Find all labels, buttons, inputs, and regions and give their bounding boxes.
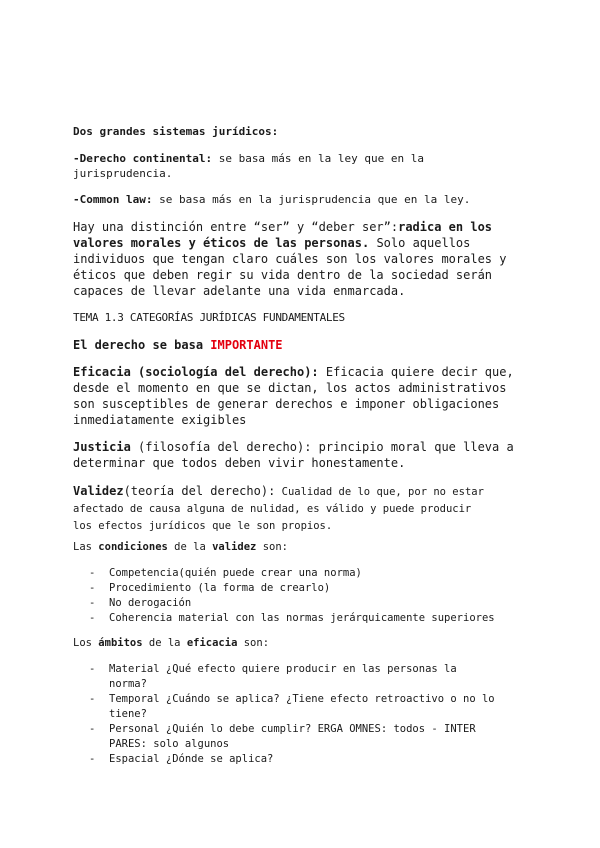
paragraph-ambitos-eficacia: Los ámbitos de la eficacia son:: [73, 637, 270, 649]
term-eficacia: Eficacia (sociología del derecho):: [73, 365, 319, 379]
list-item: - Personal ¿Quién lo debe cumplir? ERGA OMNES: todos - INTER PARES: solo algunos: [89, 722, 495, 752]
heading-legal-systems: Dos grandes sistemas jurídicos:: [73, 125, 279, 138]
section-title-tema: TEMA 1.3 CATEGORÍAS JURÍDICAS FUNDAMENTALES: [73, 311, 345, 324]
term-justicia: Justicia: [73, 440, 131, 454]
list-ambitos: [89, 662, 495, 767]
paragraph-eficacia: Eficacia (sociología del derecho): Eficacia quiere decir que, desde el momento en que se dictan, los actos administrativos son susceptibles de generar derechos e imponer obligaciones inmediatamente exigibles: [73, 365, 514, 427]
paragraph-derecho-continental: -Derecho continental: se basa más en la ley que en la jurisprudencia.: [73, 152, 424, 180]
paragraph-common-law: -Common law: se basa más en la jurisprudencia que en la ley.: [73, 193, 471, 206]
importante-label: IMPORTANTE: [210, 338, 283, 352]
list-item: - Material ¿Qué efecto quiere producir en las personas la norma?: [89, 662, 495, 692]
paragraph-ser-deber-ser: Hay una distinción entre “ser” y “deber ser”:radica en los valores morales y éticos de las personas. Solo aquellos individuos que tengan claro cuáles son los valores morales y éticos que deben regir su vida dentro de la sociedad serán capaces de llevar adelante una vida enmarcada.: [73, 220, 507, 298]
paragraph-validez: Validez(teoría del derecho): Cualidad de lo que, por no estar afectado de causa alguna de nulidad, es válido y puede producir los efectos jurídicos que le son propios.: [73, 484, 484, 532]
list-item: - Coherencia material con las normas jerárquicamente superiores: [89, 611, 495, 626]
paragraph-justicia: Justicia (filosofía del derecho): principio moral que lleva a determinar que todos deben vivir honestamente.: [73, 440, 514, 470]
term-validez: Validez: [73, 484, 124, 498]
list-item: - Temporal ¿Cuándo se aplica? ¿Tiene efecto retroactivo o no lo tiene?: [89, 692, 495, 722]
list-item: - No derogación: [89, 596, 495, 611]
paragraph-derecho-base: El derecho se basa IMPORTANTE: [73, 338, 283, 352]
list-item: - Espacial ¿Dónde se aplica?: [89, 752, 495, 767]
list-condiciones: [89, 566, 495, 626]
paragraph-condiciones-validez: Las condiciones de la validez son:: [73, 541, 288, 553]
term-derecho-continental: -Derecho continental:: [73, 152, 213, 165]
term-common-law: -Common law:: [73, 193, 153, 206]
list-item: - Procedimiento (la forma de crearlo): [89, 581, 495, 596]
list-item: - Competencia(quién puede crear una norma): [89, 566, 495, 581]
